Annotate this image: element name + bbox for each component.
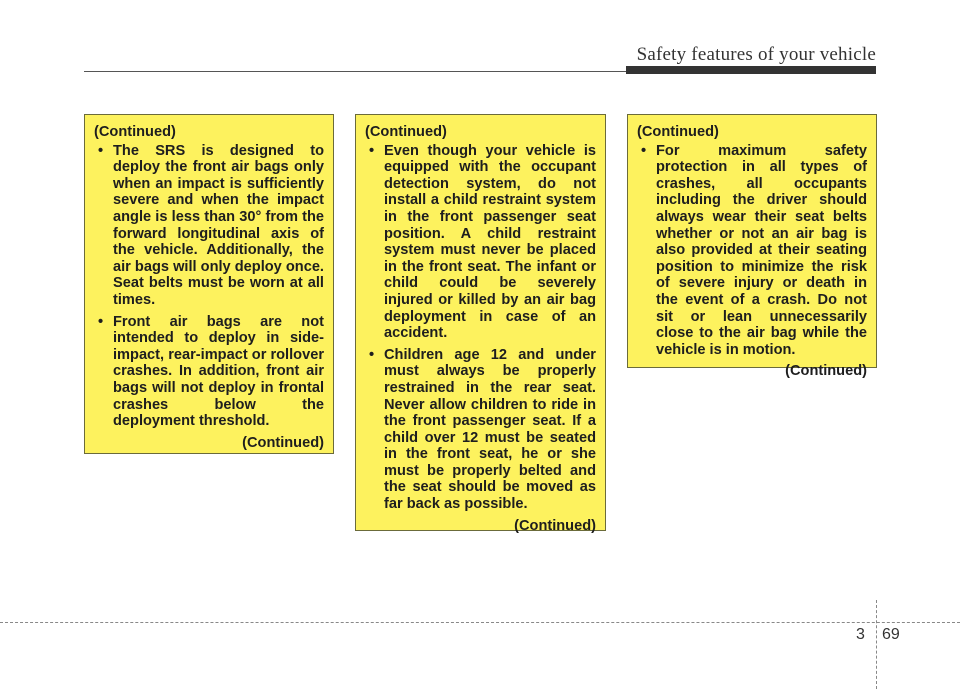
header-rule [84, 71, 626, 72]
chapter-number: 3 [856, 626, 865, 643]
continued-label: (Continued) [785, 363, 867, 380]
bullet-item: • Children age 12 and under must always be properly restrained in the rear seat. Never allow children to ride in the front passenger seat. If a child over 12 must be seated in the front seat, he or she must be properly belted and the seat should be moved as far back as possible. [365, 347, 596, 513]
warning-panel-1 [84, 114, 334, 454]
header-bar [626, 66, 876, 74]
continued-label: (Continued) [242, 434, 324, 451]
page-number: 69 [882, 626, 900, 643]
bullet-item: • The SRS is designed to deploy the front air bags only when an impact is sufficiently severe and when the impact angle is less than 30° from the forward longitudinal axis of the vehicle. Additionally, the air bags will only deploy once. Seat belts must be worn at all times. [94, 143, 324, 309]
bullet-item: • For maximum safety protection in all types of crashes, all occupants including the driver should always wear their seat belts whether or not an air bag is also provided at their seating position to minimize the risk of severe injury or death in the event of a crash. Do not sit or lean unnecessarily close to the air bag while the vehicle is in motion. [637, 143, 867, 359]
continued-label: (Continued) [637, 124, 719, 140]
footer-divider [876, 600, 877, 689]
bullet-item: • Front air bags are not intended to deploy in side-impact, rear-impact or rollover crashes. In addition, front air bags will not deploy in frontal crashes below the deployment threshold. [94, 314, 324, 430]
bullet-item: • Even though your vehicle is equipped with the occupant detection system, do not install a child restraint system in the front passenger seat position. A child restraint system must never be placed in the front seat. The infant or child could be severely injured or killed by an air bag deployment in case of an accident. [365, 143, 596, 342]
footer-dashed-line [0, 622, 960, 623]
warning-panel-2 [355, 114, 606, 534]
continued-label: (Continued) [94, 124, 176, 140]
continued-label: (Continued) [365, 124, 447, 140]
continued-label: (Continued) [514, 517, 596, 534]
warning-panel-3 [627, 114, 877, 380]
section-title: Safety features of your vehicle [636, 44, 876, 65]
